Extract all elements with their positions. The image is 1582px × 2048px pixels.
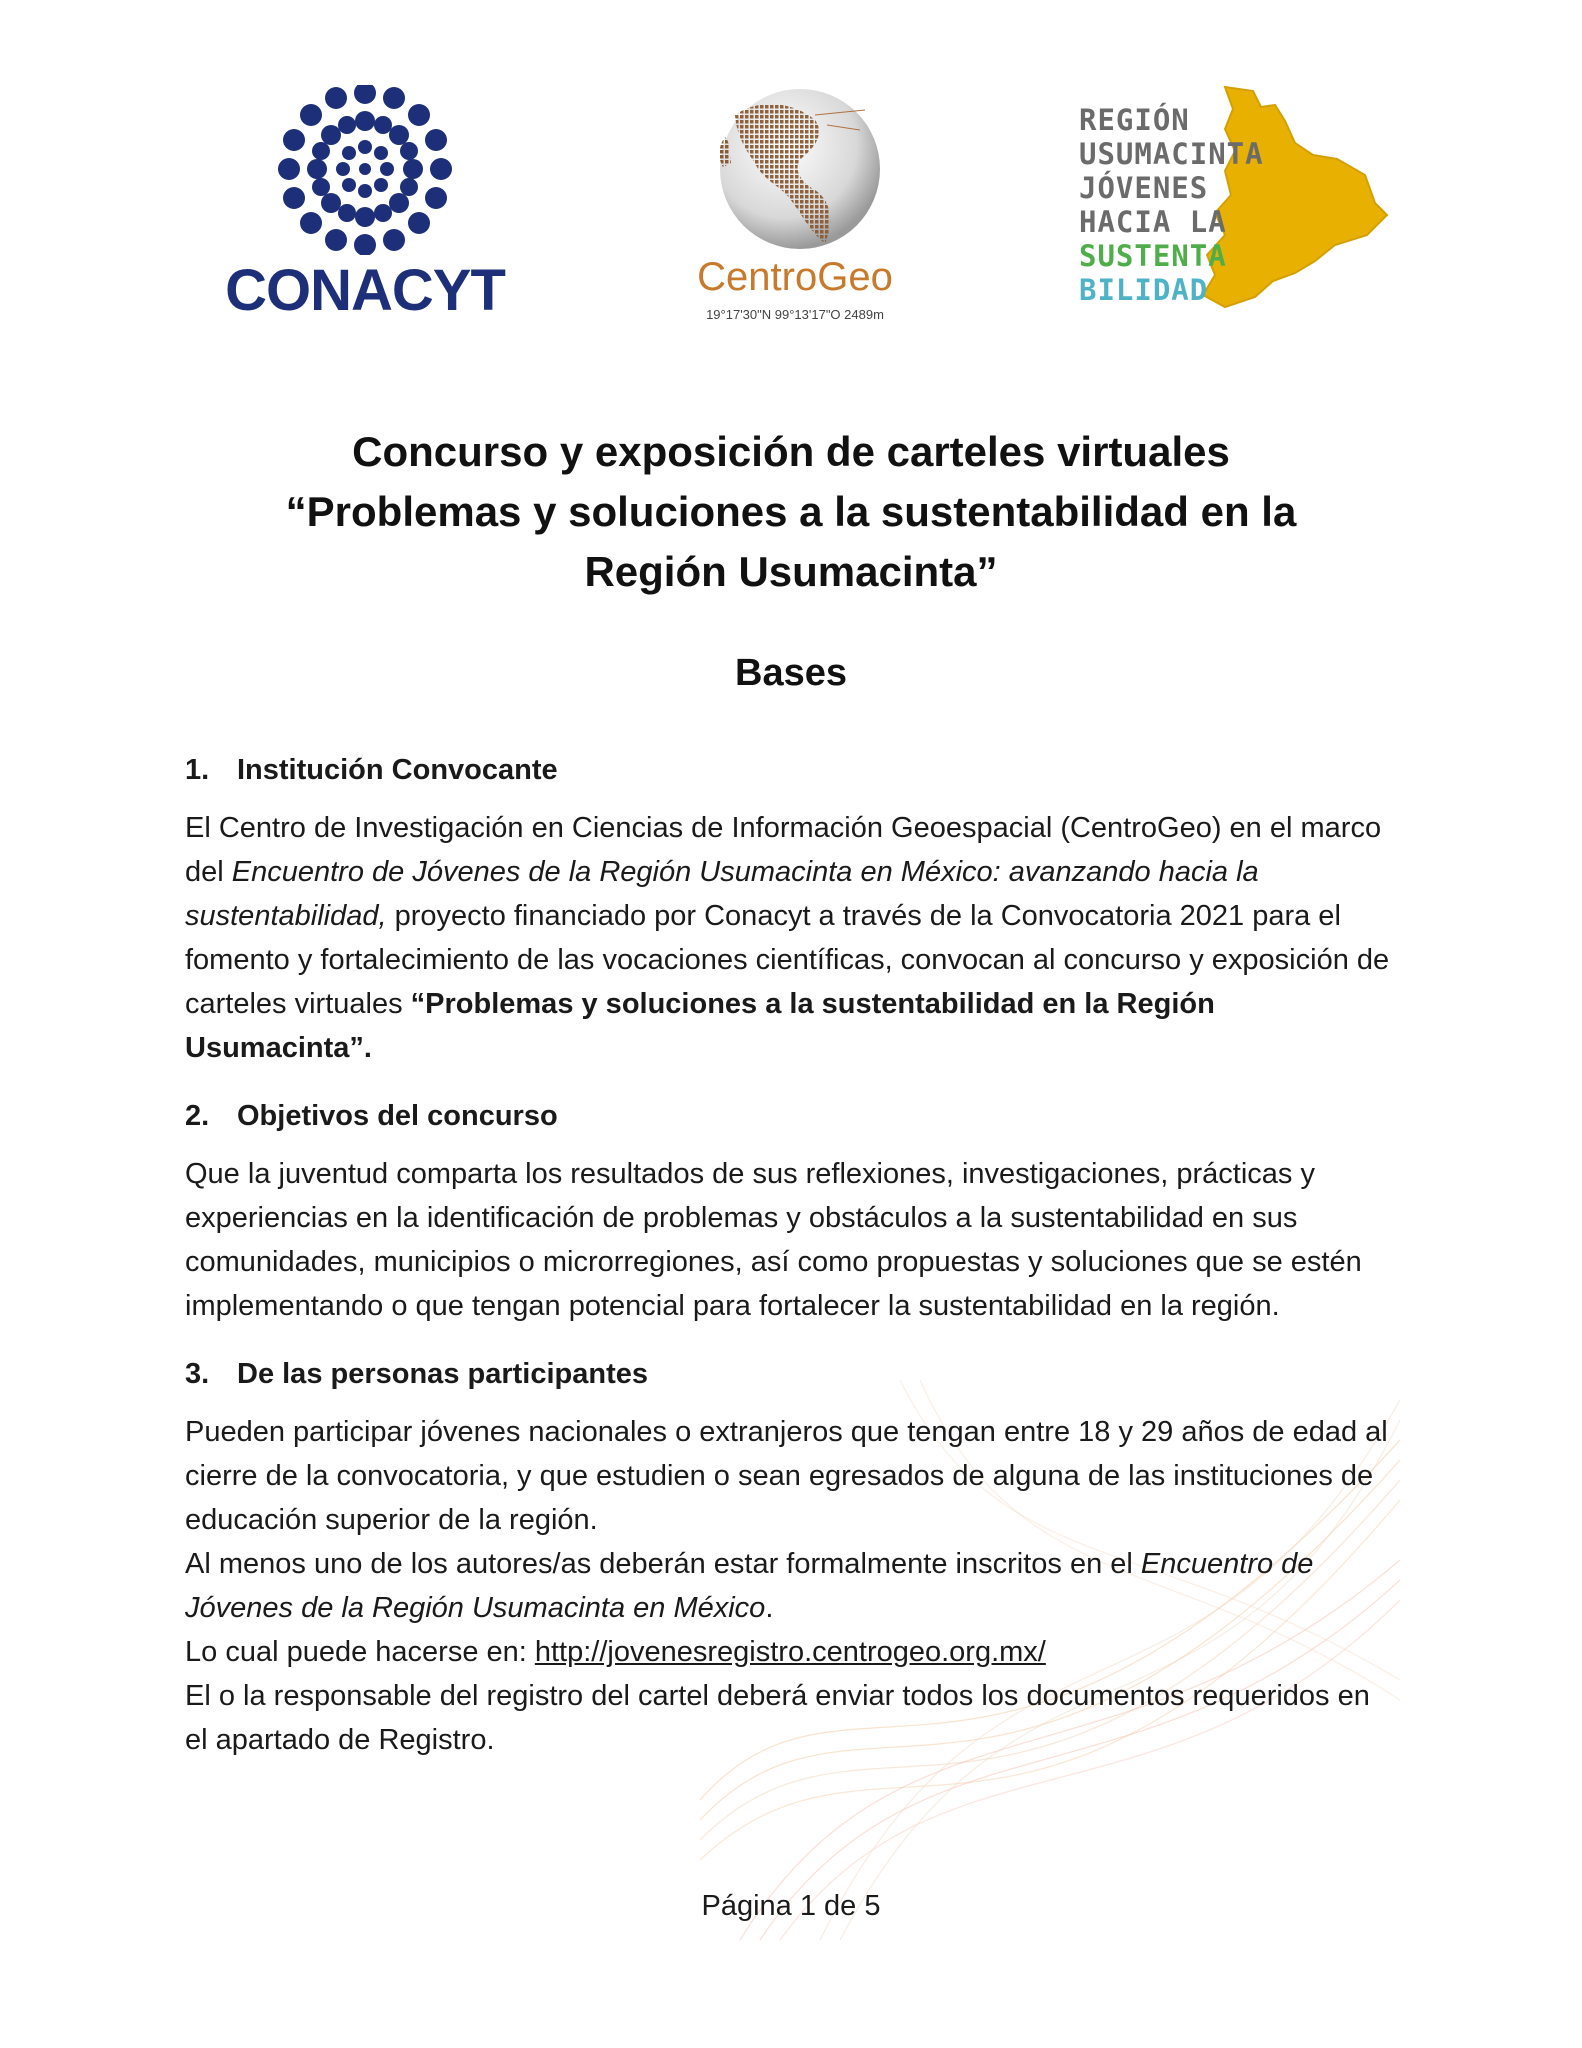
document-body (185, 748, 1400, 1786)
section-paragraph: El o la responsable del registro del cartel deberá enviar todos los documentos requeridos en el apartado de Registro. (185, 1680, 1370, 1756)
text-run: Al menos uno de los autores/as deberán estar formalmente inscritos en el (185, 1548, 1141, 1580)
document-title (160, 422, 1422, 602)
text-run: Lo cual puede hacerse en: (185, 1636, 535, 1668)
page-number: Página 1 de 5 (701, 1890, 881, 1922)
italic-run: Encuentro de Jóvenes de la Región Usumacinta en México: avanzando hacia la sustentabilidad, (185, 856, 1259, 932)
text-run: . (765, 1592, 774, 1624)
text-run: El Centro de Investigación en Ciencias de Información Geoespacial (CentroGeo) en el marco del (185, 812, 1382, 888)
bold-run: “Problemas y soluciones a la sustentabilidad en la Región Usumacinta”. (185, 988, 1215, 1064)
usuma-line-5: SUSTENTA (1079, 239, 1227, 273)
bases-heading: Bases (735, 652, 847, 694)
italic-run: Encuentro de Jóvenes de la Región Usumacinta en México (185, 1548, 1314, 1624)
globe-icon (665, 85, 925, 255)
section-title: Objetivos del concurso (237, 1100, 558, 1132)
conacyt-dots-icon (220, 85, 510, 255)
centrogeo-wordmark: CentroGeo (697, 255, 893, 299)
section-paragraph (185, 1542, 1400, 1630)
usuma-line-6: BILIDAD (1079, 273, 1209, 307)
section-paragraph: Que la juventud comparta los resultados de sus reflexiones, investigaciones, prácticas y experiencias en la identificación de problemas y obstáculos a la sustentabilidad en sus comunidades, municipios o microrregiones, así como propuestas y soluciones que se estén implementando o que tengan potencial para fortalecer la sustentabilidad en la región. (185, 1158, 1362, 1322)
text-run: proyecto financiado por Conacyt a través de la Convocatoria 2021 para el fomento y fortalecimiento de las vocaciones científicas, convocan al concurso y exposición de carteles virtuales (185, 900, 1390, 1020)
section-paragraph (185, 1630, 1400, 1674)
centrogeo-coordinates: 19°17'30"N 99°13'17"O 2489m (706, 307, 884, 322)
region-usumacinta-wordmark (1079, 103, 1264, 307)
section-heading (185, 1352, 1400, 1396)
section-heading (185, 748, 1400, 792)
conacyt-logo (220, 85, 510, 325)
section-number: 1. (185, 754, 210, 786)
usuma-line-1: REGIÓN (1079, 103, 1190, 137)
section-heading (185, 1094, 1400, 1138)
usuma-line-2: USUMACINTA (1079, 137, 1264, 171)
section-number: 2. (185, 1100, 210, 1132)
section-title: De las personas participantes (237, 1358, 648, 1390)
conacyt-wordmark: CONACYT (225, 258, 505, 323)
title-line-2: “Problemas y soluciones a la sustentabilidad en la (285, 488, 1297, 535)
section-objetivos (185, 1094, 1400, 1328)
usuma-line-3: JÓVENES (1079, 171, 1209, 205)
title-line-3: Región Usumacinta” (584, 548, 998, 595)
region-usumacinta-logo (1075, 85, 1395, 320)
section-paragraph (185, 806, 1400, 1070)
section-number: 3. (185, 1358, 210, 1390)
logo-header (0, 0, 1582, 360)
section-title: Institución Convocante (237, 754, 558, 786)
centrogeo-logo (665, 85, 925, 330)
section-participantes (185, 1352, 1400, 1762)
section-paragraph: Pueden participar jóvenes nacionales o extranjeros que tengan entre 18 y 29 años de edad al cierre de la convocatoria, y que estudien o sean egresados de alguna de las instituciones de educación superior de la región. (185, 1416, 1388, 1536)
section-institucion (185, 748, 1400, 1070)
usuma-line-4: HACIA LA (1079, 205, 1227, 239)
title-line-1: Concurso y exposición de carteles virtuales (352, 428, 1230, 475)
registration-link[interactable]: http://jovenesregistro.centrogeo.org.mx/ (534, 1636, 1046, 1668)
